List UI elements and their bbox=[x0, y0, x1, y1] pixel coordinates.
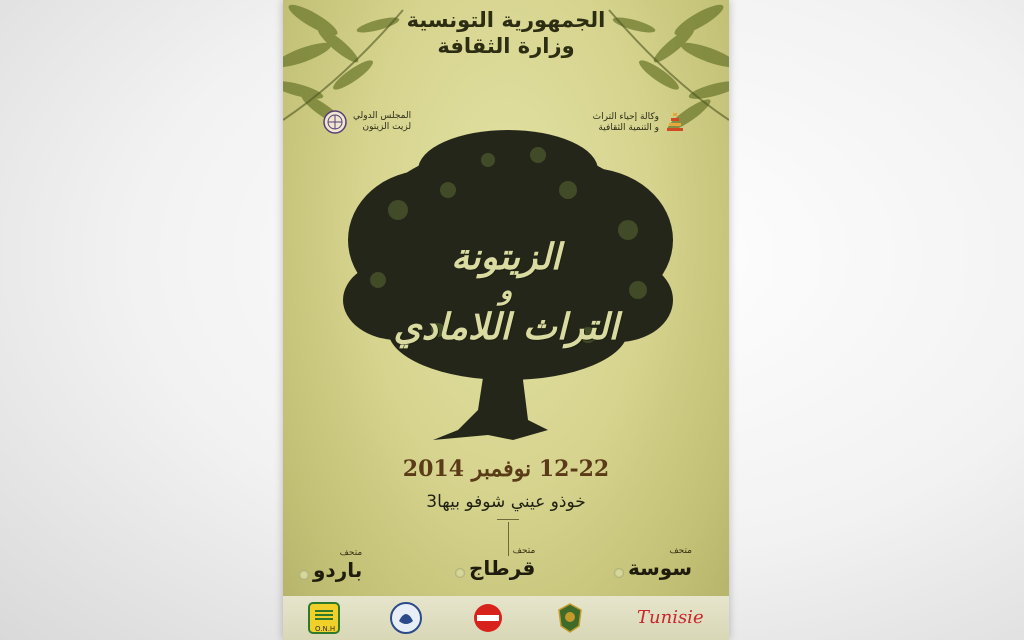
sponsor-bar bbox=[283, 596, 729, 640]
lion-emblem-logo bbox=[389, 601, 423, 635]
onh-logo bbox=[307, 601, 341, 635]
bullet-dot-icon bbox=[614, 568, 624, 578]
museum-bardo bbox=[313, 548, 362, 582]
title-line-2: التراث اللامادي bbox=[393, 306, 619, 348]
tunisie-logo bbox=[635, 601, 705, 635]
museum-name: باردو bbox=[313, 558, 363, 582]
event-poster bbox=[283, 0, 729, 640]
bullet-dot-icon bbox=[299, 570, 309, 580]
title-conjunction: و bbox=[499, 276, 513, 306]
museum-label: متحف bbox=[512, 546, 536, 556]
onh-label: O.N.H bbox=[315, 625, 336, 633]
olive-council-line1: المجلس الدولي bbox=[353, 111, 412, 121]
association-emblem-logo bbox=[553, 601, 587, 635]
museum-label: متحف bbox=[669, 546, 693, 556]
olive-council-line2: لزيت الزيتون bbox=[362, 122, 412, 132]
museum-label: متحف bbox=[339, 548, 363, 558]
divider-tick bbox=[497, 519, 519, 520]
title-line-1: الزيتونة bbox=[451, 236, 561, 278]
museum-sousse bbox=[628, 546, 692, 580]
red-circle-logo bbox=[471, 601, 505, 635]
heritage-agency-line1: وكالة إحياء التراث bbox=[592, 112, 659, 122]
tunisie-wordmark: Tunisie bbox=[637, 607, 704, 628]
ministry-heading: وزارة الثقافة bbox=[437, 34, 575, 58]
bullet-dot-icon bbox=[455, 568, 465, 578]
museum-name: سوسة bbox=[628, 556, 693, 580]
museum-carthage bbox=[469, 546, 535, 580]
country-heading: الجمهورية التونسية bbox=[406, 8, 606, 32]
event-dates: 12-22 نوفمبر 2014 bbox=[402, 456, 610, 482]
heritage-agency-line2: و التنمية الثقافية bbox=[598, 123, 659, 133]
museum-name: قرطاج bbox=[469, 556, 536, 580]
event-slogan: خوذو عيني شوفو بيها3 bbox=[426, 492, 586, 512]
